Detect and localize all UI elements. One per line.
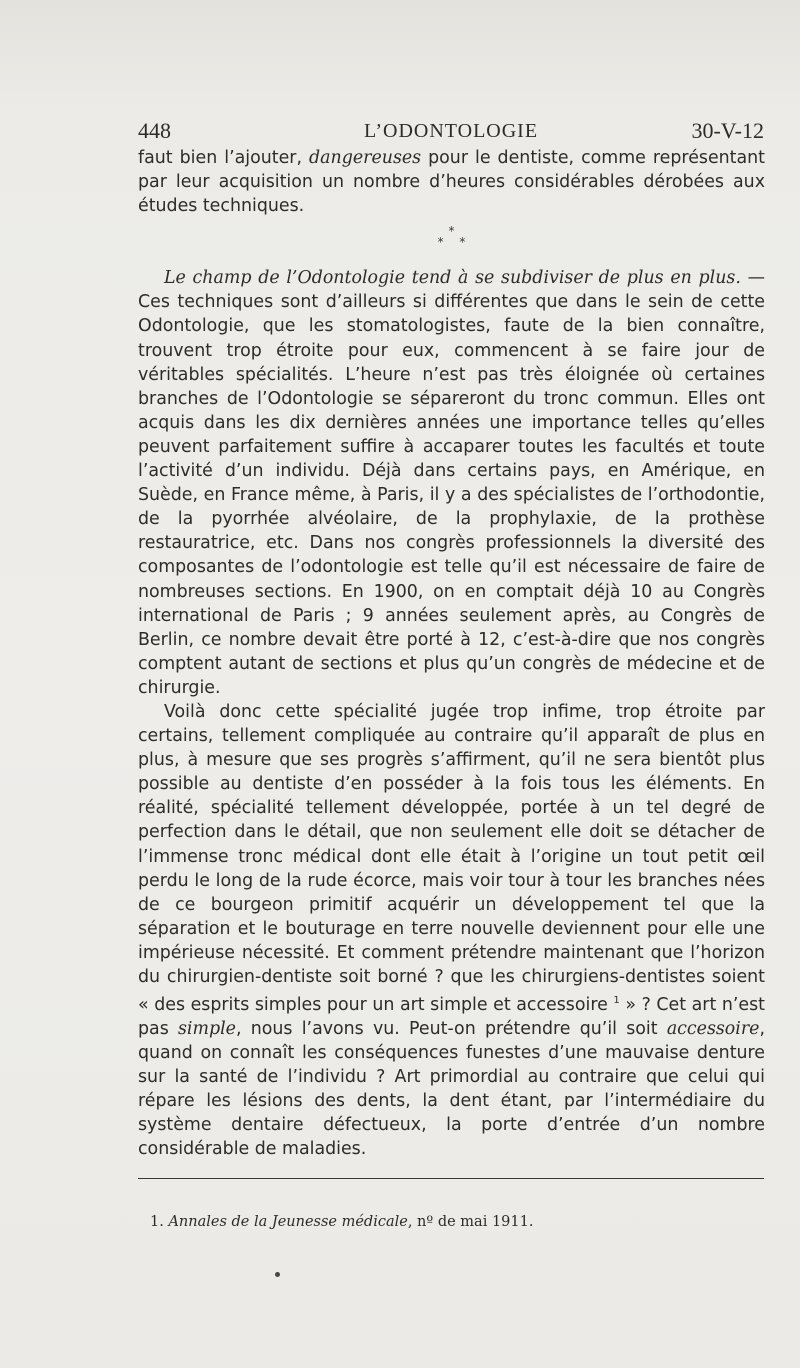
footnote-reference: 1 (613, 995, 620, 1007)
page-header (138, 116, 764, 146)
emphasis-dangereuses: dangereuses (309, 148, 422, 168)
ink-speck (275, 1272, 280, 1277)
footnote-source-title: Annales de la Jeunesse médicale (168, 1214, 408, 1230)
asterism: * * * (437, 224, 472, 250)
footnote-number: 1. (150, 1214, 164, 1230)
section-paragraph: Le champ de l’Odontologie tend à se subdiviser de plus en plus. — Ces techniques sont d’ailleurs si différentes que dans le sein de cette Odontologie, que les stomatologistes, faute de la bien connaître, trouvent trop étroite pour eux, commencent à se faire jour de véritables spécialités. L’heure n’est pas très éloignée où certaines branches de l’Odontologie se sépareront du tronc commun. Elles ont acquis dans les dix dernières années une importance telles qu’elles peuvent parfaitement suffire à accaparer toutes les facultés et toute l’activité d’un individu. Déjà dans certains pays, en Amérique, en Suède, en France même, à Paris, il y a des spécialistes de l’orthodontie, de la pyorrhée alvéolaire, de la prophylaxie, de la prothèse restauratrice, etc. Dans nos congrès professionnels la diversité des composantes de l’odontologie est telle qu’il est nécessaire de faire de nombreuses sections. En 1900, on en comptait déjà 10 au Congrès international de Paris ; 9 années seulement après, au Congrès de Berlin, ce nombre devait être porté à 12, c’est-à-dire que nos congrès comptent autant de sections et plus qu’un congrès de médecine et de chirurgie. (138, 268, 766, 698)
continuation-paragraph: faut bien l’ajouter, dangereuses pour le dentiste, comme représentant par leur acquisition un nombre d’heures considérables dérobées aux études techniques. (138, 148, 765, 217)
footnote-separator (138, 1178, 764, 1179)
issue-date: 30-V-12 (691, 118, 764, 143)
footnote: 1. Annales de la Jeunesse médicale, nº de mai 1911. (150, 1214, 534, 1230)
body-text (138, 146, 765, 1162)
page-number: 448 (138, 118, 171, 143)
running-title: L’ODONTOLOGIE (363, 120, 539, 142)
paragraph-2: Voilà donc cette spécialité jugée trop infime, trop étroite par certains, tellement compliquée au contraire qu’il apparaît de plus en plus, à mesure que ses progrès s’affirment, qu’il ne sera bientôt plus possible au dentiste d’en posséder à la fois tous les éléments. En réalité, spécialité tellement développée, portée à un tel degré de perfection dans le détail, que non seulement elle doit se détacher de l’immense tronc médical dont elle était à l’origine un tout petit œil perdu le long de la rude écorce, mais voir tour à tour les branches nées de ce bourgeon primitif acquérir un développement tel que la séparation et le bouturage en terre nouvelle deviennent pour elle une impérieuse nécessité. Et comment prétendre maintenant que l’horizon du chirurgien-dentiste soit borné ? que les chirurgiens-dentistes soient « des esprits simples pour un art simple et accessoire $^1$ » ? Cet art n’est pas simple, nous l’avons vu. Peut-on prétendre qu’il soit accessoire, quand on connaît les conséquences funestes d’une mauvaise denture sur la santé de l’individu ? Art primordial au contraire que celui qui répare les lésions des dents, la dent étant, par l’intermédiaire du système dentaire défectueux, la porte d’entrée d’un nombre considérable de maladies. (138, 701, 765, 1160)
section-heading: Le champ de l’Odontologie tend à se subdiviser de plus en plus. (164, 268, 741, 289)
